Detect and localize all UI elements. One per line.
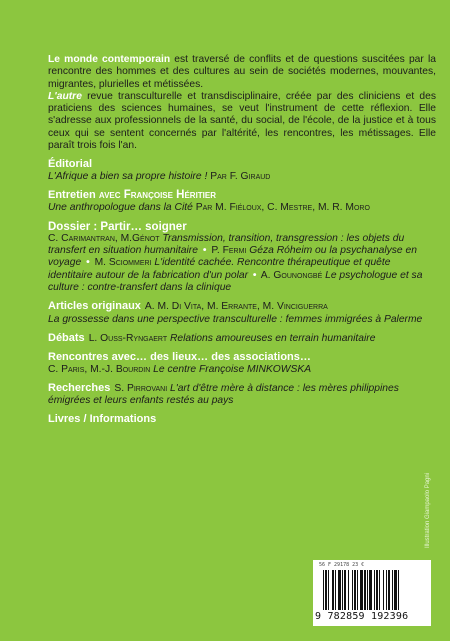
dossier-authors-2: P. Fermi [208, 245, 247, 257]
section-debats [48, 332, 436, 345]
rencontres-title: Le centre Françoise MINKOWSKA [150, 363, 312, 375]
dossier-title-4: Le psychologue et sa culture : contre-transfert dans la clinique [48, 269, 423, 294]
recherches-heading: Recherches [48, 381, 111, 394]
dossier-title-3: L'identité cachée. Rencontre thérapeutique et quête identitaire autour de la fabrication d'un polar [48, 257, 391, 281]
section-entretien [48, 189, 436, 215]
entretien-title: Une anthropologue dans la Cité [48, 202, 193, 214]
section-recherches [48, 382, 436, 408]
debats-title: Relations amoureuses en terrain humanitaire [167, 332, 376, 344]
intro-lead: Le monde contemporain [48, 54, 171, 65]
debats-heading: Débats [48, 331, 85, 344]
section-dossier [48, 221, 436, 295]
back-cover-text [48, 54, 436, 433]
barcode-bars [323, 570, 423, 610]
entretien-heading: Entretien [48, 188, 96, 201]
entretien-authors: Par M. Fiéloux, C. Mestre, M. R. Moro [192, 202, 370, 214]
intro-paragraph [48, 54, 436, 152]
dossier-authors-3: M. Sciommeri [91, 257, 152, 269]
section-editorial [48, 158, 436, 183]
recherches-authors: S. Pirrovani [114, 382, 168, 394]
editorial-author: Par F. Giraud [207, 170, 271, 182]
dossier-authors-4: A. Gounongbé [258, 269, 323, 281]
barcode-price: 56 F 29178 23 € [319, 562, 365, 568]
revue-name: L'autre [48, 90, 82, 102]
rencontres-authors: C. Paris, M.-J. Bourdin [48, 363, 151, 375]
intro-lead-rest: est traversé de conflits et de questions suscitées par la rencontre des hommes et des cultures au sein de sociétés modernes, mouvantes, migrantes, plurielles et métissées. [48, 54, 436, 90]
rencontres-heading: Rencontres avec… des lieux… des associations… [48, 351, 311, 364]
entretien-guest: avec Françoise Héritier [95, 188, 217, 201]
section-articles [48, 300, 436, 326]
dossier-heading: Dossier : Partir… soigner [48, 220, 187, 233]
debats-authors: L. Ouss-Ryngaert [88, 332, 168, 344]
barcode-number: 9 782859 192396 [315, 611, 409, 622]
dossier-authors-1: C. Carimantran, M.Génot [48, 232, 160, 244]
section-livres [48, 413, 436, 426]
livres-heading: Livres / Informations [48, 413, 157, 426]
section-rencontres [48, 351, 436, 376]
bullet-3: • [252, 269, 257, 281]
barcode [313, 560, 431, 626]
articles-authors: A. M. Di Vita, M. Errante, M. Vinciguerra [144, 301, 328, 313]
dossier-title-2: Géza Róheim ou la psychanalyse en voyage [48, 245, 417, 269]
dossier-title-1: Transmission, transition, transgression : les objets du transfert en situation humanitaire [48, 232, 405, 257]
articles-heading: Articles originaux [48, 300, 141, 313]
revue-description: revue transculturelle et transdisciplinaire, créée par des cliniciens et des praticiens des sciences humaines, se veut l'instrument de cette réflexion. Elle s'adresse aux professionnels de la santé, du social, de l'école, de la justice et à tous ceux qui se sentent concernés par l'altérité, les rencontres, les métissages. Elle paraît trois fois l'an. [48, 90, 436, 152]
editorial-heading: Éditorial [48, 158, 93, 171]
recherches-title: L'art d'être mère à distance : les mères philippines émigrées et leurs enfants restés au pays [48, 382, 399, 407]
bullet-2: • [86, 257, 90, 269]
bullet-1: • [202, 245, 207, 257]
articles-title: La grossesse dans une perspective transculturelle : femmes immigrées à Palerme [48, 313, 423, 325]
editorial-title: L'Afrique a bien sa propre histoire ! [48, 170, 208, 182]
